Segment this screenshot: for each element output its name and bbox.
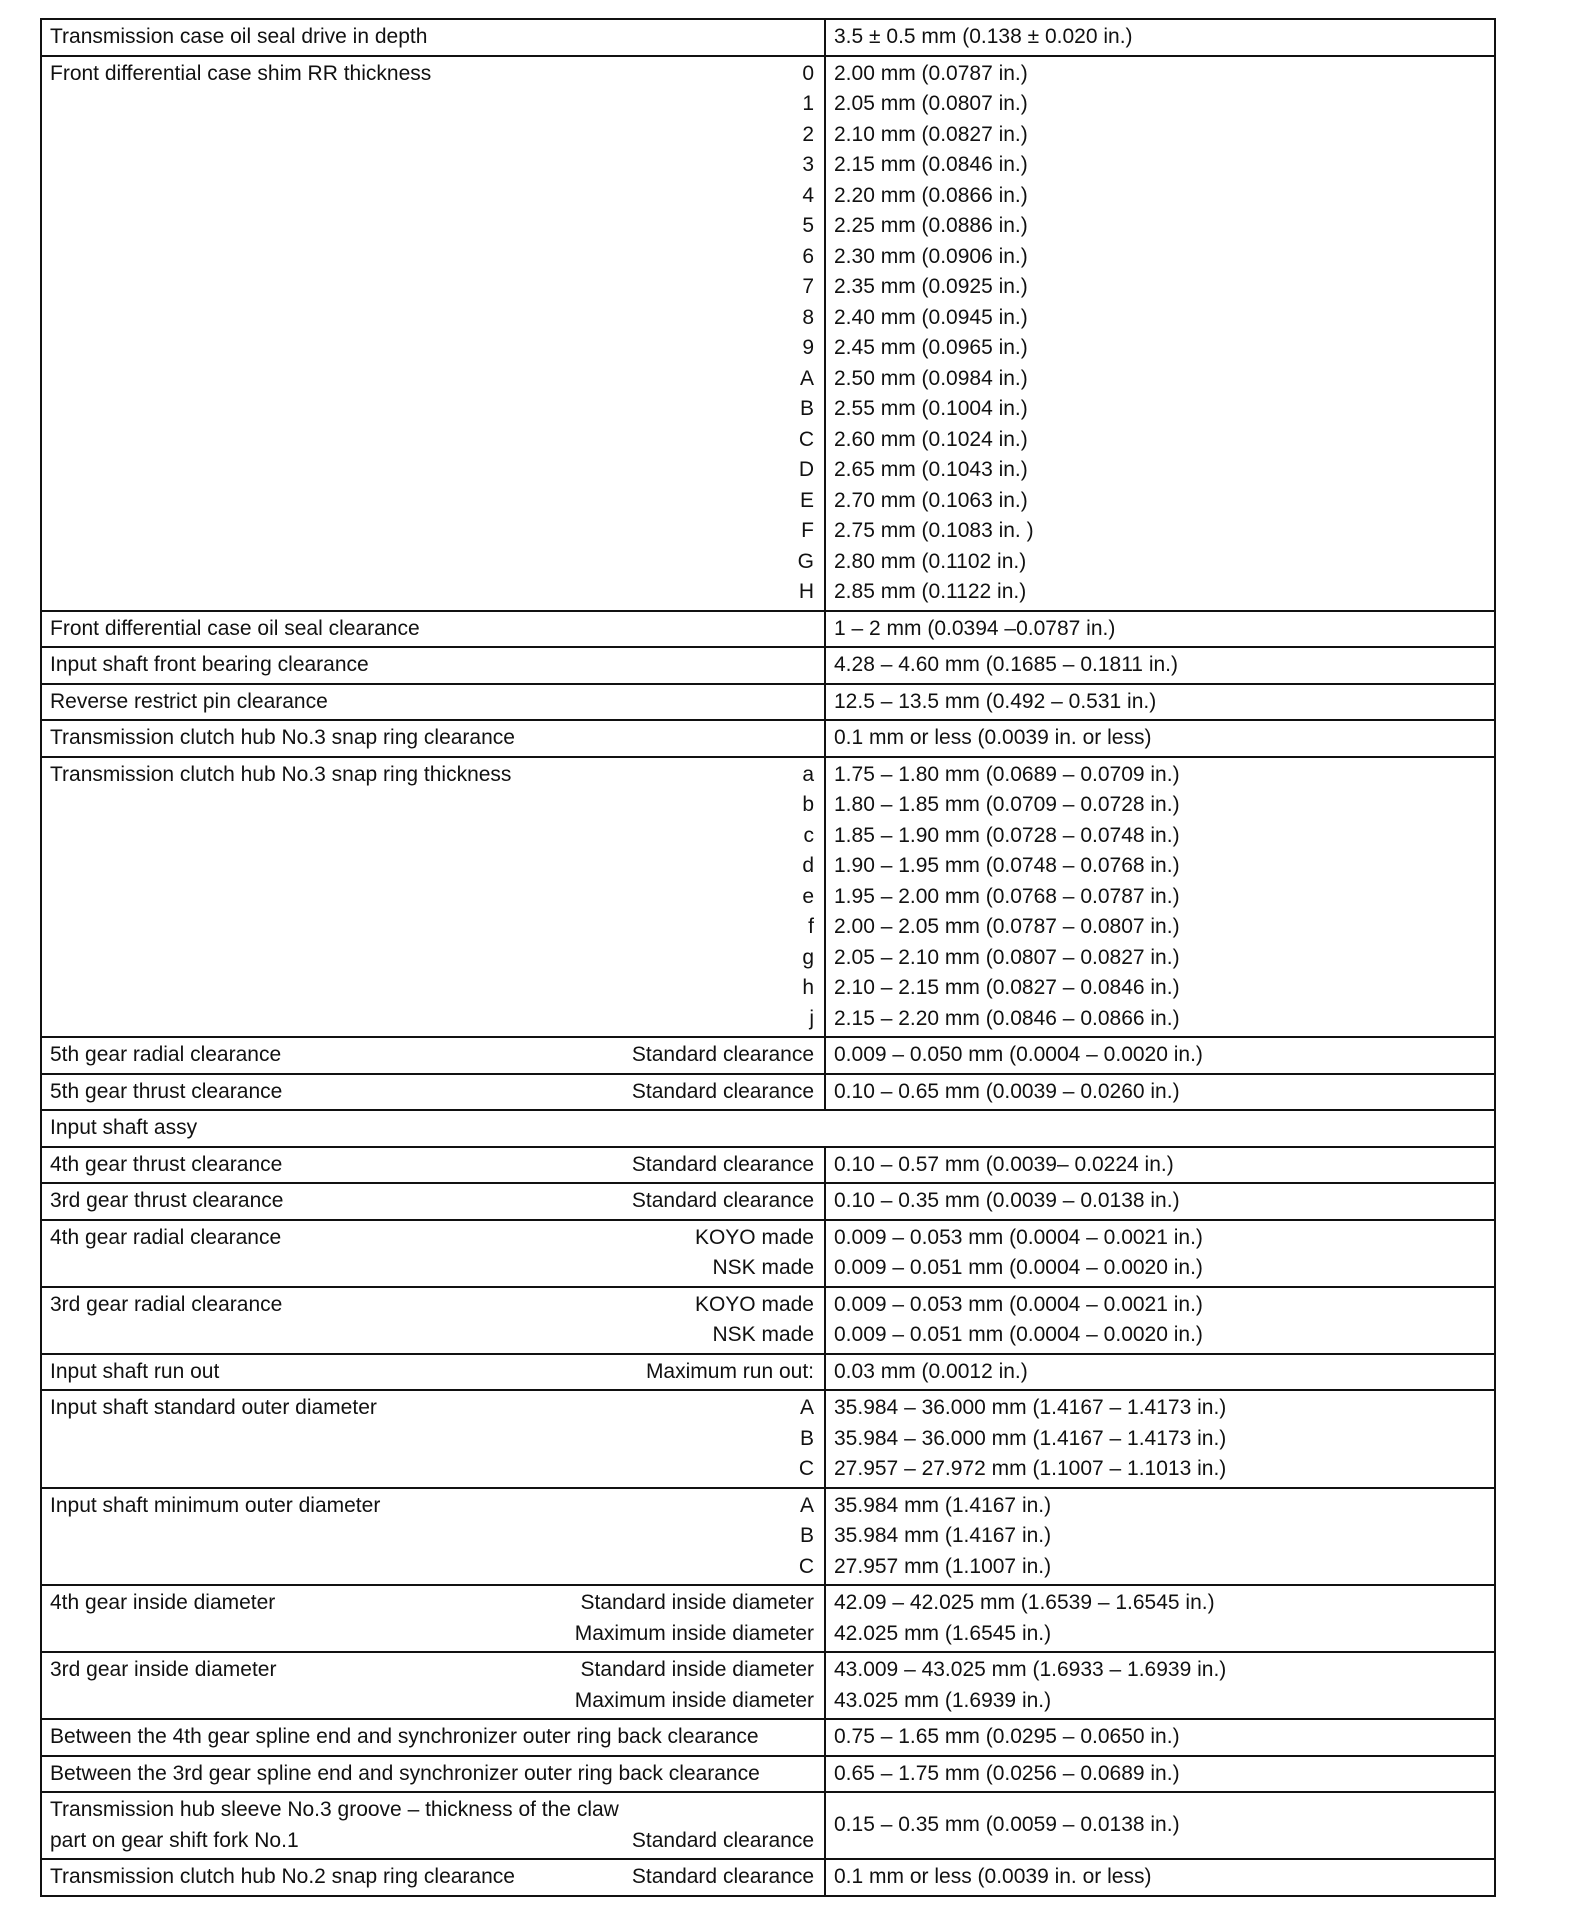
spec-value-cell <box>826 1860 1494 1895</box>
spec-item-cell <box>42 1586 826 1651</box>
spec-value: 0.10 – 0.57 mm (0.0039– 0.0224 in.) <box>834 1152 1174 1176</box>
spec-tag: E <box>799 488 814 512</box>
spec-item-name: 4th gear radial clearance <box>50 1225 282 1249</box>
spec-value: 0.10 – 0.35 mm (0.0039 – 0.0138 in.) <box>834 1189 1180 1212</box>
spec-item-name: Input shaft standard outer diameter <box>50 1396 377 1419</box>
spec-item-name: Front differential case oil seal clearance <box>50 616 420 640</box>
spec-value: 0.1 mm or less (0.0039 in. or less) <box>834 1865 1152 1888</box>
spec-name-line <box>50 1077 814 1108</box>
spec-tags <box>695 1223 814 1284</box>
spec-value-cell <box>826 1757 1494 1792</box>
spec-item-name: 4th gear thrust clearance <box>50 1152 283 1176</box>
spec-value: 1.90 – 1.95 mm (0.0748 – 0.0768 in.) <box>834 854 1180 877</box>
spec-tag: B <box>799 1524 814 1547</box>
table-row <box>42 683 1494 720</box>
spec-tags <box>695 1290 814 1351</box>
spec-tags <box>799 1393 814 1485</box>
spec-value-cell <box>826 758 1494 1037</box>
table-row <box>42 646 1494 683</box>
spec-tags <box>632 1862 814 1893</box>
spec-name-line <box>50 1186 814 1217</box>
spec-value: 43.025 mm (1.6939 in.) <box>834 1688 1052 1712</box>
spec-value: 0.009 – 0.053 mm (0.0004 – 0.0021 in.) <box>834 1292 1203 1316</box>
spec-item-name: Input shaft assy <box>50 1116 198 1139</box>
spec-value: 2.60 mm (0.1024 in.) <box>834 427 1028 451</box>
spec-name-line <box>50 1393 814 1485</box>
spec-tag: Maximum inside diameter <box>574 1688 814 1712</box>
spec-tag: h <box>802 976 814 999</box>
spec-value: 2.35 mm (0.0925 in.) <box>834 275 1028 298</box>
spec-tag: 4 <box>802 183 814 207</box>
spec-tag: NSK made <box>712 1323 814 1346</box>
spec-value: 2.10 – 2.15 mm (0.0827 – 0.0846 in.) <box>834 976 1180 999</box>
spec-value: 0.009 – 0.050 mm (0.0004 – 0.0020 in.) <box>834 1043 1203 1066</box>
spec-value: 1 – 2 mm (0.0394 –0.0787 in.) <box>834 616 1116 640</box>
spec-tag: 1 <box>802 92 814 115</box>
spec-item-cell <box>42 1860 826 1895</box>
spec-item-cell <box>42 685 826 720</box>
spec-tag: a <box>802 762 814 786</box>
spec-name-line <box>50 1113 1484 1144</box>
spec-tag: 6 <box>802 244 814 268</box>
table-row <box>42 55 1494 610</box>
spec-value-cell <box>826 1148 1494 1183</box>
spec-tag: Maximum inside diameter <box>574 1621 814 1645</box>
table-row <box>42 1651 1494 1718</box>
spec-name-line <box>50 1588 814 1649</box>
spec-value: 27.957 mm (1.1007 in.) <box>834 1554 1052 1578</box>
spec-value: 35.984 – 36.000 mm (1.4167 – 1.4173 in.) <box>834 1396 1227 1419</box>
spec-item-cell <box>42 1221 826 1286</box>
spec-item-cell <box>42 1355 826 1390</box>
spec-value: 2.05 – 2.10 mm (0.0807 – 0.0827 in.) <box>834 945 1180 969</box>
spec-item-name: 3rd gear thrust clearance <box>50 1189 284 1212</box>
spec-tag: C <box>798 1457 814 1480</box>
spec-value-cell <box>826 20 1494 55</box>
table-row <box>42 1146 1494 1183</box>
table-row <box>42 1487 1494 1585</box>
spec-item-cell <box>42 20 826 55</box>
spec-value: 42.025 mm (1.6545 in.) <box>834 1621 1052 1645</box>
spec-tag: Standard inside diameter <box>580 1658 814 1681</box>
spec-tags <box>799 1491 814 1583</box>
spec-tag: 9 <box>802 336 814 359</box>
spec-item-name: 4th gear inside diameter <box>50 1591 276 1614</box>
spec-tags <box>802 760 814 1035</box>
spec-item-name: Input shaft run out <box>50 1359 220 1383</box>
spec-item-name: 3rd gear inside diameter <box>50 1658 277 1681</box>
spec-tag: A <box>799 1396 814 1419</box>
table-row <box>42 756 1494 1037</box>
spec-value-cell <box>826 1586 1494 1651</box>
spec-value: 2.80 mm (0.1102 in.) <box>834 549 1027 573</box>
spec-item-cell <box>42 1720 826 1755</box>
spec-item-cell <box>42 1489 826 1585</box>
spec-item-cell <box>42 1793 826 1858</box>
spec-value: 2.05 mm (0.0807 in.) <box>834 92 1028 115</box>
spec-value-cell <box>826 1184 1494 1219</box>
spec-tag: Standard clearance <box>631 1189 814 1212</box>
spec-name-line <box>50 650 814 681</box>
spec-tag: 3 <box>802 153 814 176</box>
spec-tags <box>798 59 814 608</box>
spec-name-line <box>50 614 814 645</box>
spec-item-cell <box>42 1391 826 1487</box>
spec-value: 2.15 mm (0.0846 in.) <box>834 153 1028 176</box>
spec-value: 2.25 mm (0.0886 in.) <box>834 214 1028 237</box>
spec-tag: G <box>797 549 814 573</box>
spec-item-name: Front differential case shim RR thickness <box>50 61 432 85</box>
spec-tag: A <box>799 366 814 390</box>
table-row <box>42 1109 1494 1146</box>
spec-tag: B <box>799 1426 814 1450</box>
spec-name-line <box>50 1290 814 1351</box>
spec-value: 0.15 – 0.35 mm (0.0059 – 0.0138 in.) <box>834 1813 1180 1837</box>
spec-tags <box>632 1077 814 1108</box>
spec-tag: D <box>798 458 814 481</box>
spec-value: 0.10 – 0.65 mm (0.0039 – 0.0260 in.) <box>834 1079 1180 1103</box>
spec-tag: 2 <box>802 122 814 146</box>
table-row <box>42 1353 1494 1390</box>
spec-tag: Standard clearance <box>631 1079 814 1103</box>
spec-value: 3.5 ± 0.5 mm (0.138 ± 0.020 in.) <box>834 25 1133 48</box>
spec-name-line <box>50 59 814 608</box>
table-row <box>42 1182 1494 1219</box>
spec-item-name: Between the 4th gear spline end and synchronizer outer ring back clearance <box>50 1725 759 1748</box>
spec-value: 2.30 mm (0.0906 in.) <box>834 244 1028 268</box>
spec-value-cell <box>826 1653 1494 1718</box>
spec-tag: A <box>799 1493 814 1517</box>
spec-value: 2.10 mm (0.0827 in.) <box>834 122 1028 146</box>
spec-value: 2.65 mm (0.1043 in.) <box>834 458 1028 481</box>
spec-item-cell <box>42 1038 826 1073</box>
spec-name-line <box>50 723 814 754</box>
spec-item-cell <box>42 57 826 610</box>
spec-value: 0.009 – 0.051 mm (0.0004 – 0.0020 in.) <box>834 1256 1203 1279</box>
spec-value-cell <box>826 1075 1494 1110</box>
spec-tag: 5 <box>802 214 814 237</box>
spec-tag: f <box>808 915 814 938</box>
spec-value-cell <box>826 648 1494 683</box>
spec-tags <box>632 1150 814 1181</box>
spec-value: 0.03 mm (0.0012 in.) <box>834 1359 1028 1383</box>
spec-tag: Standard clearance <box>631 1043 814 1066</box>
table-row <box>42 1389 1494 1487</box>
spec-tag: Standard clearance <box>631 1152 814 1176</box>
table-row <box>42 1036 1494 1073</box>
spec-item-name: Between the 3rd gear spline end and synchronizer outer ring back clearance <box>50 1761 760 1785</box>
spec-name-line <box>50 1722 814 1753</box>
spec-value: 2.00 – 2.05 mm (0.0787 – 0.0807 in.) <box>834 915 1180 938</box>
spec-tag: NSK made <box>712 1256 814 1279</box>
spec-value-cell <box>826 1038 1494 1073</box>
spec-item-name: Transmission clutch hub No.3 snap ring clearance <box>50 726 515 749</box>
spec-value: 2.75 mm (0.1083 in. ) <box>834 519 1034 542</box>
spec-item-name: Input shaft front bearing clearance <box>50 653 369 676</box>
spec-tags <box>632 1186 814 1217</box>
spec-item-name: Transmission hub sleeve No.3 groove – thickness of the claw part on gear shift fork No.1 <box>50 1798 619 1852</box>
spec-value: 43.009 – 43.025 mm (1.6933 – 1.6939 in.) <box>834 1658 1227 1681</box>
spec-item-cell <box>42 721 826 756</box>
spec-value-cell <box>826 685 1494 720</box>
spec-tag: F <box>801 519 814 542</box>
spec-name-line <box>50 760 814 1035</box>
spec-item-name: Reverse restrict pin clearance <box>50 689 328 713</box>
spec-name-line <box>50 687 814 718</box>
spec-tag: j <box>809 1006 814 1030</box>
spec-tag: C <box>798 1554 814 1578</box>
spec-value-cell <box>826 1720 1494 1755</box>
spec-value: 2.00 mm (0.0787 in.) <box>834 61 1028 85</box>
spec-item-cell <box>42 1288 826 1353</box>
table-row <box>42 610 1494 647</box>
spec-value: 2.15 – 2.20 mm (0.0846 – 0.0866 in.) <box>834 1006 1180 1030</box>
spec-tag: e <box>802 884 814 908</box>
spec-item-name: 3rd gear radial clearance <box>50 1292 283 1316</box>
spec-tag: Maximum run out: <box>645 1359 814 1383</box>
spec-tags <box>646 1357 814 1388</box>
spec-value: 0.1 mm or less (0.0039 in. or less) <box>834 726 1152 749</box>
table-row <box>42 1791 1494 1858</box>
spec-tag: B <box>799 397 814 420</box>
spec-value: 35.984 mm (1.4167 in.) <box>834 1524 1052 1547</box>
spec-tag: Standard inside diameter <box>580 1591 814 1614</box>
spec-value-cell <box>826 1355 1494 1390</box>
spec-value: 0.75 – 1.65 mm (0.0295 – 0.0650 in.) <box>834 1725 1180 1748</box>
spec-tag: b <box>802 793 814 816</box>
spec-tag: H <box>798 580 814 603</box>
spec-value: 0.009 – 0.051 mm (0.0004 – 0.0020 in.) <box>834 1323 1203 1346</box>
spec-value: 0.009 – 0.053 mm (0.0004 – 0.0021 in.) <box>834 1225 1203 1249</box>
spec-value: 1.85 – 1.90 mm (0.0728 – 0.0748 in.) <box>834 823 1180 847</box>
table-row <box>42 1858 1494 1895</box>
spec-tag: KOYO made <box>694 1225 814 1249</box>
spec-value: 1.75 – 1.80 mm (0.0689 – 0.0709 in.) <box>834 762 1180 786</box>
table-row <box>42 1718 1494 1755</box>
spec-value: 12.5 – 13.5 mm (0.492 – 0.531 in.) <box>834 689 1157 713</box>
spec-item-cell <box>42 612 826 647</box>
spec-name-line <box>50 1862 814 1893</box>
table-row <box>42 1755 1494 1792</box>
spec-name-line <box>50 1357 814 1388</box>
spec-value-cell <box>826 1391 1494 1487</box>
table-row <box>42 1584 1494 1651</box>
spec-value: 27.957 – 27.972 mm (1.1007 – 1.1013 in.) <box>834 1457 1227 1480</box>
spec-tags <box>575 1588 814 1649</box>
spec-item-cell <box>42 1653 826 1718</box>
spec-value: 35.984 mm (1.4167 in.) <box>834 1493 1052 1517</box>
spec-item-cell <box>42 1148 826 1183</box>
spec-value-cell <box>826 721 1494 756</box>
spec-name-line <box>50 1491 814 1583</box>
spec-name-line <box>50 1040 814 1071</box>
spec-item-name: Transmission case oil seal drive in depth <box>50 25 428 48</box>
spec-tag: Standard clearance <box>631 1865 814 1888</box>
spec-value: 4.28 – 4.60 mm (0.1685 – 0.1811 in.) <box>834 653 1178 676</box>
spec-value: 2.85 mm (0.1122 in.) <box>834 580 1027 603</box>
spec-value: 35.984 – 36.000 mm (1.4167 – 1.4173 in.) <box>834 1426 1227 1450</box>
spec-value: 2.40 mm (0.0945 in.) <box>834 305 1028 329</box>
spec-tags <box>575 1655 814 1716</box>
spec-tag: g <box>802 945 814 969</box>
spec-item-cell <box>42 1111 1494 1146</box>
table-row <box>42 719 1494 756</box>
spec-value: 2.50 mm (0.0984 in.) <box>834 366 1028 390</box>
spec-tag: 0 <box>802 61 814 85</box>
spec-value: 2.55 mm (0.1004 in.) <box>834 397 1028 420</box>
spec-item-name: Transmission clutch hub No.2 snap ring clearance <box>50 1865 515 1888</box>
spec-item-cell <box>42 1075 826 1110</box>
spec-tags <box>632 1040 814 1071</box>
spec-name-line <box>50 1655 814 1716</box>
spec-tag: 7 <box>802 275 814 298</box>
spec-item-cell <box>42 1184 826 1219</box>
spec-value: 42.09 – 42.025 mm (1.6539 – 1.6545 in.) <box>834 1591 1215 1614</box>
spec-value: 1.80 – 1.85 mm (0.0709 – 0.0728 in.) <box>834 793 1180 816</box>
spec-tag: d <box>802 854 814 877</box>
spec-value-cell <box>826 1793 1494 1858</box>
spec-value-cell <box>826 1489 1494 1585</box>
table-row <box>42 20 1494 55</box>
spec-value-cell <box>826 57 1494 610</box>
spec-name-line <box>50 22 814 53</box>
spec-name-line <box>50 1150 814 1181</box>
spec-item-cell <box>42 758 826 1037</box>
spec-tag: C <box>798 427 814 451</box>
spec-value: 1.95 – 2.00 mm (0.0768 – 0.0787 in.) <box>834 884 1180 908</box>
spec-value: 0.65 – 1.75 mm (0.0256 – 0.0689 in.) <box>834 1761 1180 1785</box>
spec-value-cell <box>826 1288 1494 1353</box>
spec-value-cell <box>826 1221 1494 1286</box>
spec-item-name: Transmission clutch hub No.3 snap ring thickness <box>50 762 512 786</box>
table-row <box>42 1073 1494 1110</box>
spec-item-name: 5th gear radial clearance <box>50 1043 282 1066</box>
spec-item-name: 5th gear thrust clearance <box>50 1079 283 1103</box>
spec-name-line <box>50 1223 814 1284</box>
spec-item-cell <box>42 1757 826 1792</box>
spec-item-cell <box>42 648 826 683</box>
spec-value: 2.20 mm (0.0866 in.) <box>834 183 1028 207</box>
spec-value: 2.45 mm (0.0965 in.) <box>834 336 1028 359</box>
spec-name-line <box>50 1759 814 1790</box>
spec-item-name: Input shaft minimum outer diameter <box>50 1493 381 1517</box>
spec-value-cell <box>826 612 1494 647</box>
spec-table <box>40 18 1496 1897</box>
table-row <box>42 1219 1494 1286</box>
table-row <box>42 1286 1494 1353</box>
spec-tag: 8 <box>802 305 814 329</box>
spec-tag: Standard clearance <box>631 1828 814 1852</box>
spec-value: 2.70 mm (0.1063 in.) <box>834 488 1028 512</box>
spec-tag: c <box>803 823 814 847</box>
spec-tag: KOYO made <box>694 1292 814 1316</box>
